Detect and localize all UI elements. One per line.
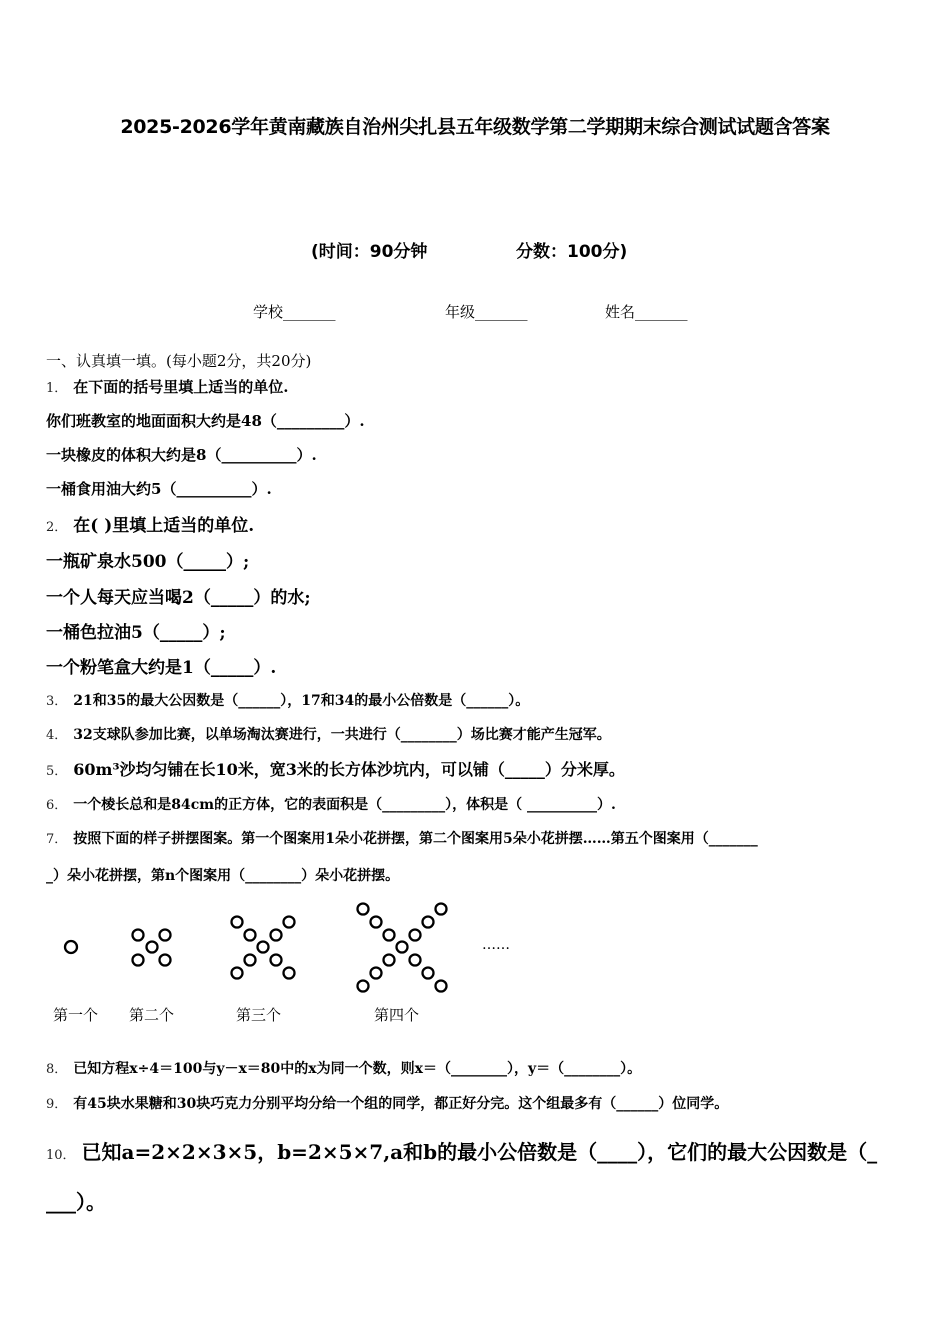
pattern-caption-1: 第一个 — [53, 1006, 99, 1024]
question-number: 1． — [46, 381, 68, 396]
exam-score: 分数：100分) — [516, 242, 628, 262]
page-title: 2025-2026学年黄南藏族自治州尖扎县五年级数学第二学期期末综合测试试题含答案 — [120, 116, 830, 138]
flower-dot — [65, 941, 77, 953]
pattern-caption-4: 第四个 — [374, 1006, 420, 1024]
question-text: 有45块水果糖和30块巧克力分别平均分给一个组的同学，都正好分完。这个组最多有（______）位同学。 — [73, 1096, 729, 1112]
question-number: 8． — [46, 1062, 68, 1077]
question-number: 7． — [46, 832, 68, 847]
question-number: 3． — [46, 694, 68, 709]
flower-pattern-4 — [358, 904, 447, 992]
q1-line-2: 一块橡皮的体积大约是8（__________）. — [46, 446, 317, 464]
question-text: 一个棱长总和是84cm的正方体，它的表面积是（_________），体积是（ __________）. — [73, 797, 616, 813]
question-stem: 在( )里填上适当的单位. — [73, 516, 255, 536]
question-text: 21和35的最大公因数是（______），17和34的最小公倍数是（______）。 — [73, 693, 530, 709]
pattern-caption-2: 第二个 — [129, 1006, 175, 1024]
question-stem: 在下面的括号里填上适当的单位. — [73, 378, 289, 396]
question-number: 5． — [46, 764, 68, 779]
question-text: 32支球队参加比赛，以单场淘汰赛进行，一共进行（________）场比赛才能产生冠军。 — [73, 727, 611, 743]
question-7-line-2: _）朵小花拼摆，第n个图案用（________）朵小花拼摆。 — [46, 868, 400, 884]
q1-line-1: 你们班教室的地面面积大约是48（_________）. — [46, 412, 365, 430]
q2-line-2: 一个人每天应当喝2（_____）的水; — [46, 588, 311, 608]
question-text: 60m³沙均匀铺在长10米，宽3米的长方体沙坑内，可以铺（_____）分米厚。 — [73, 760, 625, 779]
q2-line-3: 一桶色拉油5（_____）; — [46, 623, 226, 643]
q1-line-3: 一桶食用油大约5（__________）. — [46, 480, 272, 498]
question-9 — [46, 1093, 728, 1113]
question-text-line-1: 按照下面的样子拼摆图案。第一个图案用1朵小花拼摆，第二个图案用5朵小花拼摆……第五个图案用（_______ — [73, 831, 758, 847]
question-number: 10． — [46, 1148, 76, 1163]
question-number: 2． — [46, 520, 68, 535]
question-10-line-2: ___）。 — [46, 1190, 106, 1214]
question-text: 已知方程x÷4＝100与y－x＝80中的x为同一个数，则x＝（________），y＝（________）。 — [73, 1061, 642, 1077]
section-heading: 一、认真填一填。(每小题2分，共20分) — [46, 352, 312, 370]
question-10 — [46, 1136, 877, 1165]
question-8 — [46, 1058, 641, 1078]
question-number: 6． — [46, 798, 68, 813]
flower-pattern-2 — [133, 930, 171, 966]
question-text-line-1: 已知a=2×2×3×5，b=2×5×7,a和b的最小公倍数是（____），它们的最大公因数是（_ — [81, 1140, 878, 1164]
question-number: 9． — [46, 1097, 68, 1112]
question-number: 4． — [46, 728, 68, 743]
pattern-caption-3: 第三个 — [236, 1006, 282, 1024]
q2-line-4: 一个粉笔盒大约是1（_____）. — [46, 658, 277, 678]
school-field[interactable]: 学校_______ — [253, 303, 336, 321]
grade-field[interactable]: 年级_______ — [445, 303, 528, 321]
flower-pattern-3 — [232, 917, 295, 979]
pattern-ellipsis: …… — [482, 937, 510, 953]
exam-time: (时间：90分钟 — [311, 242, 428, 262]
q2-line-1: 一瓶矿泉水500（_____）; — [46, 552, 250, 572]
name-field[interactable]: 姓名_______ — [605, 303, 688, 321]
